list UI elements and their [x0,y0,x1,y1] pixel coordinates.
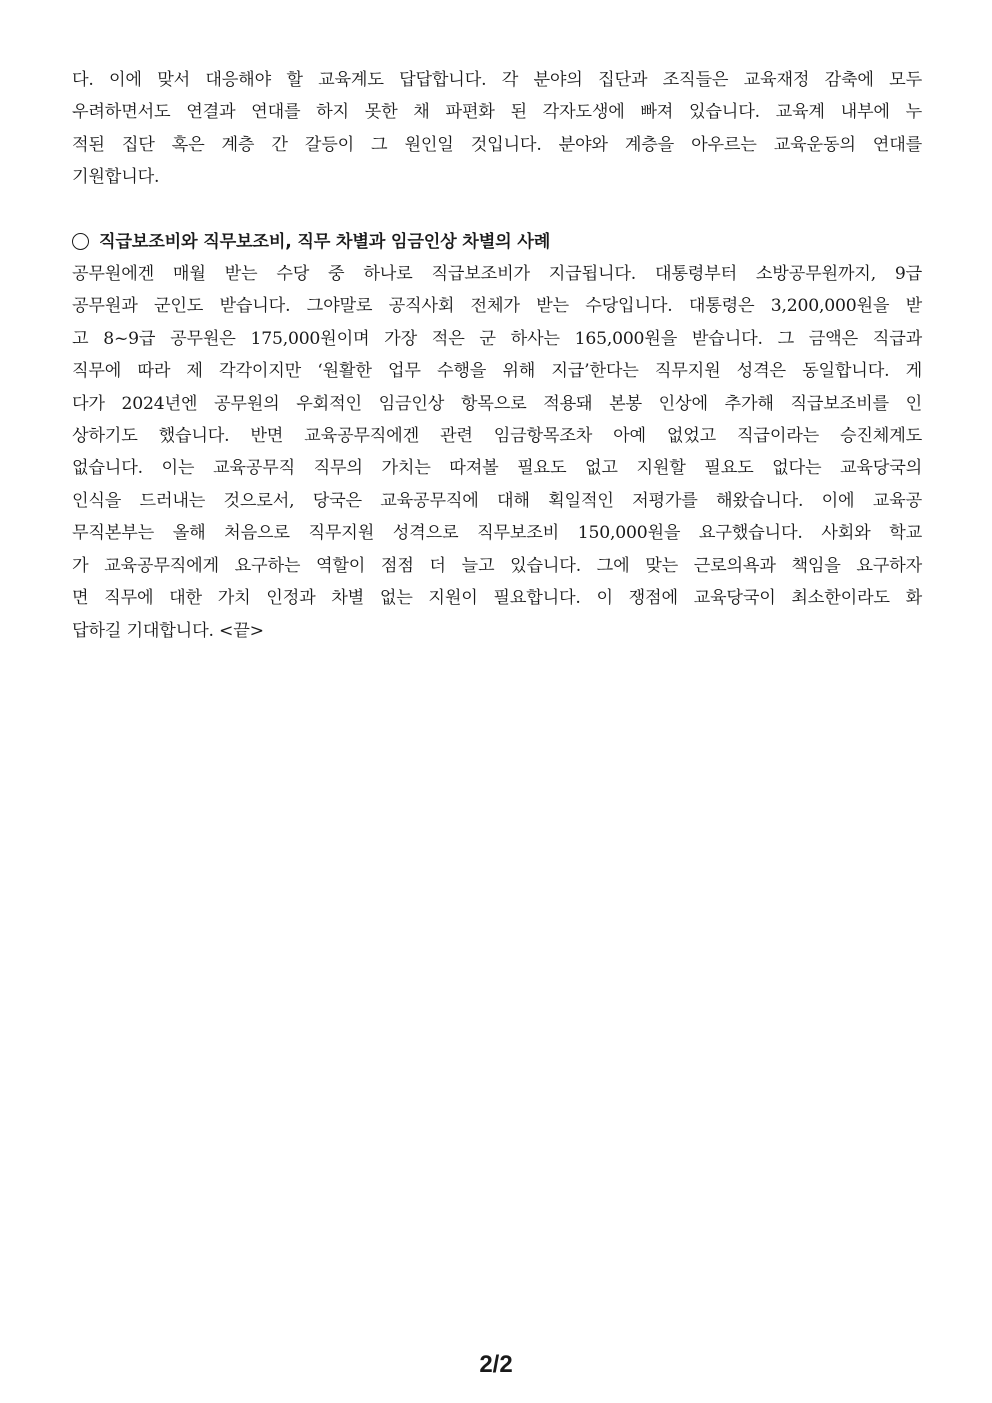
paragraph-line: 공무원에겐 매월 받는 수당 중 하나로 직급보조비가 지급됩니다. 대통령부터 소방공무원까지, 9급 [72,264,922,285]
paragraph-line: 상하기도 했습니다. 반면 교육공무직에겐 관련 임금항목조차 아예 없었고 직급이라는 승진체계도 [72,426,922,447]
paragraph-line: 없습니다. 이는 교육공무직 직무의 가치는 따져볼 필요도 없고 지원할 필요도 없다는 교육당국의 [72,458,922,479]
section-spacer [72,194,922,226]
paragraph-line: 공무원과 군인도 받습니다. 그야말로 공직사회 전체가 받는 수당입니다. 대통령은 3,200,000원을 받 [72,296,922,317]
paragraph-line: 무직본부는 올해 처음으로 직무지원 성격으로 직무보조비 150,000원을 요구했습니다. 사회와 학교 [72,523,922,544]
section-heading-text: 직급보조비와 직무보조비, 직무 차별과 임금인상 차별의 사례 [99,231,551,252]
paragraph-line: 기원합니다. [72,167,160,188]
paragraph-line: 적된 집단 혹은 계층 간 갈등이 그 원인일 것입니다. 분야와 계층을 아우르는 교육운동의 연대를 [72,134,922,155]
paragraph-line: 가 교육공무직에게 요구하는 역할이 점점 더 늘고 있습니다. 그에 맞는 근로의욕과 책임을 요구하자 [72,555,922,576]
document-body [72,64,922,647]
paragraph-line: 다가 2024년엔 공무원의 우회적인 임금인상 항목으로 적용돼 본봉 인상에 추가해 직급보조비를 인 [72,393,922,414]
circle-icon [72,233,89,250]
intro-paragraph [72,64,922,194]
page-number: 2/2 [479,1351,513,1378]
paragraph-line: 다. 이에 맞서 대응해야 할 교육계도 답답합니다. 각 분야의 집단과 조직들은 교육재정 감축에 모두 [72,70,922,90]
paragraph-line: 답하길 기대합니다. <끝> [72,620,264,641]
paragraph-line: 우려하면서도 연결과 연대를 하지 못한 채 파편화 된 각자도생에 빠져 있습니다. 교육계 내부에 누 [72,102,922,123]
paragraph-line: 인식을 드러내는 것으로서, 당국은 교육공무직에 대해 획일적인 저평가를 해왔습니다. 이에 교육공 [72,490,922,511]
section-heading [72,226,922,258]
section-paragraph [72,258,922,647]
paragraph-line: 직무에 따라 제 각각이지만 ‘원활한 업무 수행을 위해 지급’한다는 직무지원 성격은 동일합니다. 게 [72,361,922,382]
paragraph-line: 면 직무에 대한 가치 인정과 차별 없는 지원이 필요합니다. 이 쟁점에 교육당국이 최소한이라도 화 [72,588,922,609]
paragraph-line: 고 8~9급 공무원은 175,000원이며 가장 적은 군 하사는 165,000원을 받습니다. 그 금액은 직급과 [72,328,922,349]
